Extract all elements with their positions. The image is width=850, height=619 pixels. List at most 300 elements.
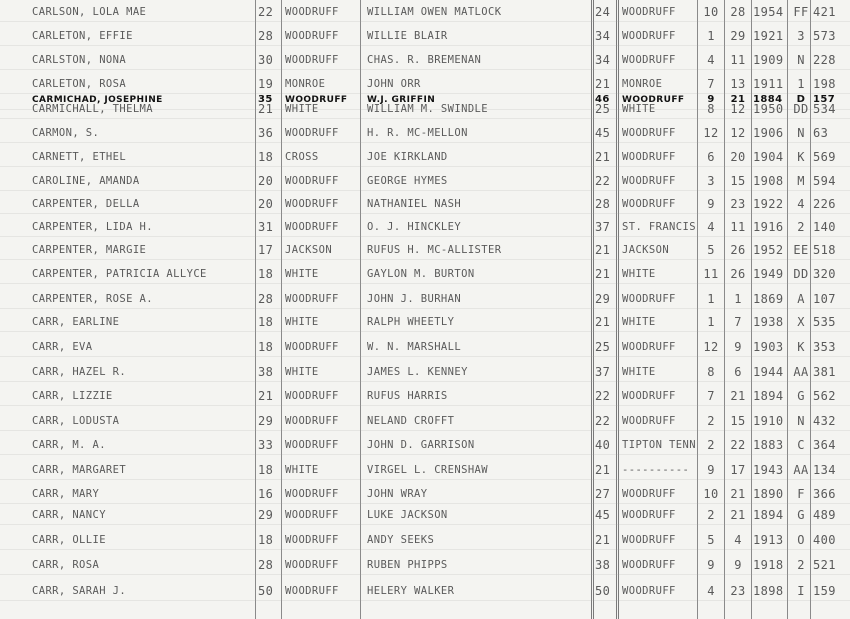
record-page: 381: [813, 365, 836, 379]
record-day: 23: [730, 197, 746, 211]
record-county: CROSS: [285, 151, 319, 163]
record-spouse-county: MONROE: [622, 78, 663, 90]
record-row: [0, 291, 850, 307]
record-spouse-age: 46: [595, 94, 610, 105]
record-page: 134: [813, 463, 836, 477]
record-county: WOODRUFF: [285, 54, 339, 66]
record-book: DD: [793, 267, 809, 281]
record-county: WOODRUFF: [285, 488, 339, 500]
record-name: CARLSON, LOLA MAE: [32, 6, 147, 18]
record-name: CARR, LODUSTA: [32, 415, 120, 427]
record-book: 2: [797, 558, 805, 572]
record-month: 11: [703, 267, 719, 281]
record-name: CARR, HAZEL R.: [32, 366, 127, 378]
record-name: CARPENTER, ROSE A.: [32, 293, 153, 305]
record-spouse-county: WOODRUFF: [622, 559, 676, 571]
record-spouse-county: WHITE: [622, 316, 656, 328]
record-day: 9: [734, 340, 742, 354]
record-county: WOODRUFF: [285, 534, 339, 546]
record-county: WOODRUFF: [285, 175, 339, 187]
row-guide: [0, 430, 850, 431]
record-year: 1911: [753, 77, 784, 91]
record-page: 364: [813, 438, 836, 452]
record-name: CARPENTER, DELLA: [32, 198, 140, 210]
record-row: [0, 219, 850, 235]
record-county: WOODRUFF: [285, 6, 339, 18]
record-spouse-name: HELERY WALKER: [367, 585, 455, 597]
record-book: K: [797, 150, 805, 164]
record-age: 35: [258, 94, 273, 105]
row-guide: [0, 69, 850, 70]
record-county: WOODRUFF: [285, 127, 339, 139]
record-month: 1: [707, 29, 715, 43]
record-month: 3: [707, 174, 715, 188]
record-row: [0, 486, 850, 502]
record-spouse-name: JOHN WRAY: [367, 488, 428, 500]
record-spouse-name: RUFUS HARRIS: [367, 390, 448, 402]
record-age: 16: [258, 487, 274, 501]
record-page: 320: [813, 267, 836, 281]
record-age: 31: [258, 220, 274, 234]
record-page: 366: [813, 487, 836, 501]
record-spouse-county: WHITE: [622, 268, 656, 280]
record-age: 30: [258, 53, 274, 67]
row-guide: [0, 356, 850, 357]
record-day: 21: [730, 94, 746, 105]
record-book: EE: [793, 243, 809, 257]
record-day: 21: [730, 487, 746, 501]
record-spouse-age: 28: [595, 197, 611, 211]
record-book: AA: [793, 365, 809, 379]
record-spouse-county: WOODRUFF: [622, 509, 676, 521]
record-spouse-age: 40: [595, 438, 611, 452]
record-book: F: [797, 487, 805, 501]
record-spouse-name: WILLIAM M. SWINDLE: [367, 103, 488, 115]
row-guide: [0, 21, 850, 22]
record-spouse-age: 34: [595, 29, 611, 43]
record-age: 28: [258, 558, 274, 572]
record-name: CARR, LIZZIE: [32, 390, 113, 402]
record-year: 1903: [753, 340, 784, 354]
record-spouse-age: 21: [595, 150, 611, 164]
record-county: WHITE: [285, 366, 319, 378]
record-book: O: [797, 533, 805, 547]
record-day: 11: [730, 220, 746, 234]
record-name: CARLETON, EFFIE: [32, 30, 133, 42]
record-spouse-age: 21: [595, 243, 611, 257]
record-spouse-age: 50: [595, 584, 611, 598]
record-spouse-name: JOE KIRKLAND: [367, 151, 448, 163]
record-day: 13: [730, 77, 746, 91]
record-day: 9: [734, 558, 742, 572]
record-spouse-county: TIPTON TENN: [622, 439, 696, 451]
record-year: 1890: [753, 487, 784, 501]
record-page: 63: [813, 126, 829, 140]
record-spouse-age: 21: [595, 267, 611, 281]
record-month: 5: [707, 243, 715, 257]
record-month: 7: [707, 389, 715, 403]
record-year: 1910: [753, 414, 784, 428]
record-spouse-age: 37: [595, 220, 611, 234]
record-book: 2: [797, 220, 805, 234]
row-guide: [0, 405, 850, 406]
record-name: CARNETT, ETHEL: [32, 151, 127, 163]
record-day: 28: [730, 5, 746, 19]
record-month: 10: [703, 487, 719, 501]
record-month: 6: [707, 150, 715, 164]
record-county: WOODRUFF: [285, 415, 339, 427]
record-name: CARMON, S.: [32, 127, 100, 139]
record-page: 159: [813, 584, 836, 598]
record-name: CARR, EVA: [32, 341, 93, 353]
record-county: WOODRUFF: [285, 221, 339, 233]
record-day: 22: [730, 438, 746, 452]
record-spouse-age: 21: [595, 533, 611, 547]
record-row: [0, 462, 850, 478]
record-age: 20: [258, 174, 274, 188]
record-spouse-county: WHITE: [622, 366, 656, 378]
record-spouse-county: WOODRUFF: [622, 95, 685, 105]
row-guide: [0, 308, 850, 309]
record-spouse-age: 21: [595, 463, 611, 477]
record-month: 8: [707, 365, 715, 379]
record-name: CARPENTER, MARGIE: [32, 244, 147, 256]
record-row: [0, 196, 850, 212]
record-spouse-name: CHAS. R. BREMENAN: [367, 54, 482, 66]
record-name: CARR, SARAH J.: [32, 585, 127, 597]
row-guide: [0, 166, 850, 167]
record-year: 1921: [753, 29, 784, 43]
record-year: 1916: [753, 220, 784, 234]
record-month: 10: [703, 5, 719, 19]
record-book: M: [797, 174, 805, 188]
record-day: 21: [730, 389, 746, 403]
record-spouse-name: O. J. HINCKLEY: [367, 221, 462, 233]
record-row: [0, 242, 850, 258]
record-month: 8: [707, 102, 715, 116]
record-row: [0, 364, 850, 380]
record-spouse-age: 22: [595, 389, 611, 403]
record-page: 562: [813, 389, 836, 403]
record-county: WHITE: [285, 464, 319, 476]
record-spouse-age: 45: [595, 508, 611, 522]
record-spouse-name: WILLIE BLAIR: [367, 30, 448, 42]
record-book: I: [797, 584, 805, 598]
record-county: WOODRUFF: [285, 341, 339, 353]
record-book: N: [797, 53, 805, 67]
record-month: 1: [707, 315, 715, 329]
record-month: 5: [707, 533, 715, 547]
record-page: 569: [813, 150, 836, 164]
record-spouse-name: JOHN ORR: [367, 78, 421, 90]
record-county: WHITE: [285, 268, 319, 280]
row-guide: [0, 381, 850, 382]
record-page: 228: [813, 53, 836, 67]
record-county: WOODRUFF: [285, 293, 339, 305]
record-name: CARR, EARLINE: [32, 316, 120, 328]
record-row: [0, 388, 850, 404]
record-month: 12: [703, 126, 719, 140]
record-row: [0, 76, 850, 92]
record-age: 18: [258, 340, 274, 354]
record-age: 28: [258, 292, 274, 306]
record-county: WOODRUFF: [285, 559, 339, 571]
record-age: 36: [258, 126, 274, 140]
record-month: 1: [707, 292, 715, 306]
record-row: [0, 28, 850, 44]
record-month: 4: [707, 220, 715, 234]
record-book: A: [797, 292, 805, 306]
record-day: 20: [730, 150, 746, 164]
record-book: N: [797, 126, 805, 140]
row-guide: [0, 331, 850, 332]
record-book: DD: [793, 102, 809, 116]
record-name: CARMICHAD, JOSEPHINE: [32, 95, 163, 105]
record-spouse-name: VIRGEL L. CRENSHAW: [367, 464, 488, 476]
record-spouse-county: JACKSON: [622, 244, 670, 256]
record-name: CARR, MARY: [32, 488, 100, 500]
record-age: 19: [258, 77, 274, 91]
row-guide: [0, 524, 850, 525]
record-year: 1950: [753, 102, 784, 116]
record-spouse-age: 34: [595, 53, 611, 67]
record-day: 1: [734, 292, 742, 306]
record-age: 21: [258, 389, 274, 403]
record-name: CARR, ROSA: [32, 559, 100, 571]
record-spouse-county: WOODRUFF: [622, 151, 676, 163]
record-spouse-county: WOODRUFF: [622, 534, 676, 546]
record-row: [0, 532, 850, 548]
record-month: 2: [707, 438, 715, 452]
record-spouse-age: 22: [595, 414, 611, 428]
record-year: 1938: [753, 315, 784, 329]
record-age: 18: [258, 463, 274, 477]
record-spouse-age: 21: [595, 77, 611, 91]
record-spouse-age: 25: [595, 340, 611, 354]
record-page: 535: [813, 315, 836, 329]
record-day: 29: [730, 29, 746, 43]
record-spouse-county: WHITE: [622, 103, 656, 115]
record-row: [0, 339, 850, 355]
record-spouse-age: 29: [595, 292, 611, 306]
record-day: 15: [730, 174, 746, 188]
record-book: AA: [793, 463, 809, 477]
record-spouse-county: WOODRUFF: [622, 127, 676, 139]
record-book: G: [797, 508, 805, 522]
record-page: 489: [813, 508, 836, 522]
record-spouse-age: 21: [595, 315, 611, 329]
record-spouse-name: LUKE JACKSON: [367, 509, 448, 521]
record-row: [0, 125, 850, 141]
record-age: 21: [258, 102, 274, 116]
record-year: 1922: [753, 197, 784, 211]
record-month: 7: [707, 77, 715, 91]
record-year: 1954: [753, 5, 784, 19]
record-spouse-county: WOODRUFF: [622, 54, 676, 66]
record-age: 28: [258, 29, 274, 43]
record-row: [0, 52, 850, 68]
record-book: N: [797, 414, 805, 428]
record-name: CARPENTER, LIDA H.: [32, 221, 153, 233]
record-age: 18: [258, 315, 274, 329]
record-day: 7: [734, 315, 742, 329]
record-spouse-age: 22: [595, 174, 611, 188]
record-month: 9: [707, 197, 715, 211]
record-page: 521: [813, 558, 836, 572]
record-age: 18: [258, 267, 274, 281]
row-guide: [0, 454, 850, 455]
row-guide: [0, 213, 850, 214]
record-day: 15: [730, 414, 746, 428]
record-page: 400: [813, 533, 836, 547]
record-row: [0, 413, 850, 429]
record-spouse-county: ST. FRANCIS: [622, 221, 696, 233]
record-page: 198: [813, 77, 836, 91]
record-age: 50: [258, 584, 274, 598]
record-year: 1904: [753, 150, 784, 164]
record-day: 17: [730, 463, 746, 477]
record-age: 18: [258, 533, 274, 547]
record-spouse-county: WOODRUFF: [622, 341, 676, 353]
record-row: [0, 557, 850, 573]
record-row: [0, 437, 850, 453]
record-page: 518: [813, 243, 836, 257]
record-day: 11: [730, 53, 746, 67]
record-spouse-county: WOODRUFF: [622, 198, 676, 210]
record-county: WOODRUFF: [285, 30, 339, 42]
record-county: WHITE: [285, 316, 319, 328]
record-row: [0, 266, 850, 282]
row-guide: [0, 190, 850, 191]
record-month: 12: [703, 340, 719, 354]
record-page: 107: [813, 292, 836, 306]
record-year: 1918: [753, 558, 784, 572]
record-year: 1894: [753, 508, 784, 522]
record-month: 9: [707, 463, 715, 477]
record-name: CARLETON, ROSA: [32, 78, 127, 90]
record-county: WOODRUFF: [285, 439, 339, 451]
record-row: [0, 4, 850, 20]
record-spouse-age: 38: [595, 558, 611, 572]
row-guide: [0, 142, 850, 143]
record-spouse-name: GEORGE HYMES: [367, 175, 448, 187]
record-page: 534: [813, 102, 836, 116]
record-spouse-name: GAYLON M. BURTON: [367, 268, 475, 280]
record-day: 21: [730, 508, 746, 522]
record-year: 1869: [753, 292, 784, 306]
record-month: 2: [707, 414, 715, 428]
record-spouse-age: 27: [595, 487, 611, 501]
record-day: 26: [730, 267, 746, 281]
record-spouse-age: 45: [595, 126, 611, 140]
row-guide: [0, 574, 850, 575]
record-spouse-name: ANDY SEEKS: [367, 534, 435, 546]
record-spouse-county: WOODRUFF: [622, 6, 676, 18]
record-spouse-name: RUBEN PHIPPS: [367, 559, 448, 571]
record-age: 17: [258, 243, 274, 257]
record-page: 421: [813, 5, 836, 19]
record-row: [0, 101, 850, 117]
record-spouse-age: 25: [595, 102, 611, 116]
record-book: C: [797, 438, 805, 452]
record-county: WOODRUFF: [285, 390, 339, 402]
record-page: 573: [813, 29, 836, 43]
record-book: D: [796, 94, 806, 105]
record-book: FF: [793, 5, 809, 19]
record-month: 9: [707, 558, 715, 572]
record-spouse-county: WOODRUFF: [622, 415, 676, 427]
record-age: 33: [258, 438, 274, 452]
record-spouse-county: ----------: [622, 464, 690, 476]
record-spouse-county: WOODRUFF: [622, 585, 676, 597]
record-age: 20: [258, 197, 274, 211]
record-year: 1883: [753, 438, 784, 452]
record-name: CARR, NANCY: [32, 509, 106, 521]
row-guide: [0, 45, 850, 46]
record-spouse-name: RUFUS H. MC-ALLISTER: [367, 244, 502, 256]
record-name: CARR, M. A.: [32, 439, 106, 451]
record-day: 12: [730, 126, 746, 140]
record-spouse-county: WOODRUFF: [622, 30, 676, 42]
record-spouse-name: JAMES L. KENNEY: [367, 366, 468, 378]
record-month: 4: [707, 584, 715, 598]
record-month: 2: [707, 508, 715, 522]
record-age: 29: [258, 414, 274, 428]
record-book: X: [797, 315, 805, 329]
record-year: 1944: [753, 365, 784, 379]
record-spouse-age: 24: [595, 5, 611, 19]
record-year: 1949: [753, 267, 784, 281]
record-name: CARLSTON, NONA: [32, 54, 127, 66]
record-book: G: [797, 389, 805, 403]
row-guide: [0, 479, 850, 480]
record-row: [0, 173, 850, 189]
record-spouse-name: NELAND CROFFT: [367, 415, 455, 427]
record-spouse-name: JOHN D. GARRISON: [367, 439, 475, 451]
record-age: 29: [258, 508, 274, 522]
record-page: 353: [813, 340, 836, 354]
record-page: 140: [813, 220, 836, 234]
record-spouse-county: WOODRUFF: [622, 488, 676, 500]
record-page: 157: [813, 94, 836, 105]
record-row: [0, 314, 850, 330]
record-spouse-age: 37: [595, 365, 611, 379]
record-day: 4: [734, 533, 742, 547]
record-spouse-name: W.J. GRIFFIN: [367, 95, 436, 105]
record-page: 432: [813, 414, 836, 428]
record-spouse-name: WILLIAM OWEN MATLOCK: [367, 6, 502, 18]
record-spouse-county: WOODRUFF: [622, 390, 676, 402]
record-row: [0, 507, 850, 523]
record-spouse-county: WOODRUFF: [622, 175, 676, 187]
record-year: 1906: [753, 126, 784, 140]
row-guide: [0, 259, 850, 260]
record-spouse-name: RALPH WHEETLY: [367, 316, 455, 328]
record-year: 1894: [753, 389, 784, 403]
record-book: 1: [797, 77, 805, 91]
record-county: JACKSON: [285, 244, 333, 256]
record-year: 1908: [753, 174, 784, 188]
record-year: 1898: [753, 584, 784, 598]
record-day: 6: [734, 365, 742, 379]
record-county: WOODRUFF: [285, 198, 339, 210]
record-year: 1909: [753, 53, 784, 67]
record-book: K: [797, 340, 805, 354]
row-guide: [0, 283, 850, 284]
record-county: WOODRUFF: [285, 585, 339, 597]
record-age: 22: [258, 5, 274, 19]
record-spouse-name: W. N. MARSHALL: [367, 341, 462, 353]
